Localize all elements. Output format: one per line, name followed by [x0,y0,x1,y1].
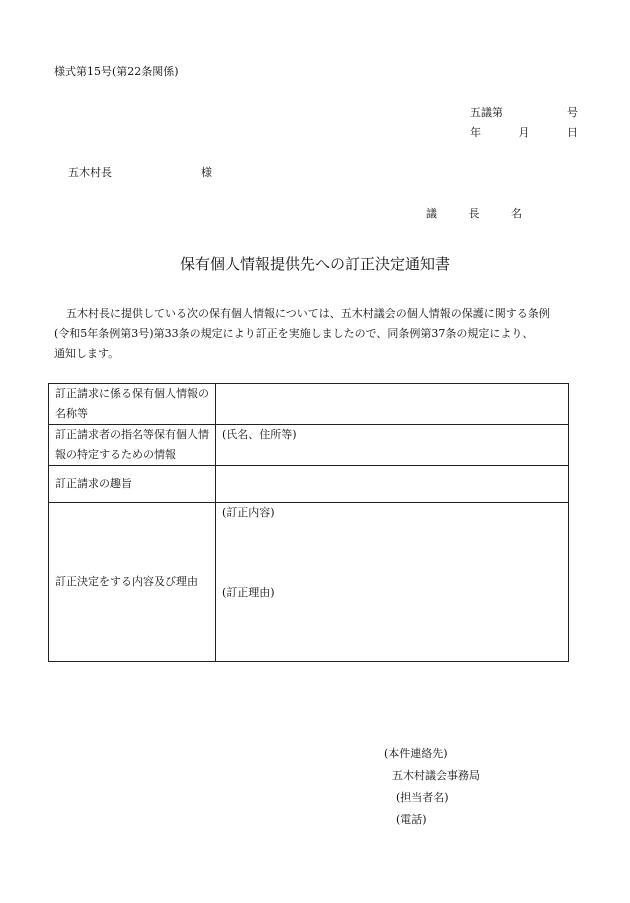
row4-label: 訂正決定をする内容及び理由 [49,503,216,662]
contact-phone: (電話) [396,813,427,826]
row4-content-label: (訂正内容) [222,506,275,519]
body-line-2: (令和5年条例第3号)第33条の規定により訂正を実施しましたので、同条例第37条の規定により、 [54,327,534,340]
addressee [68,167,212,178]
row4-value [216,503,569,662]
table-row [49,503,569,662]
form-label: 様式第15号(第22条関係) [54,65,179,78]
row2-value: (氏名、住所等) [216,425,569,466]
date-month: 月 [518,126,530,139]
sender-char-3: 名 [511,207,522,220]
row1-label: 訂正請求に係る保有個人情報の名称等 [49,384,216,425]
document-title: 保有個人情報提供先への訂正決定通知書 [179,255,450,273]
row2-label: 訂正請求者の指名等保有個人情報の特定するための情報 [49,425,216,466]
document-number [470,107,578,118]
sender-char-2: 長 [468,207,480,220]
table-row [49,425,569,466]
sender-name [426,208,522,219]
date-year: 年 [470,126,481,139]
contact-heading: (本件連絡先) [384,747,448,760]
row3-label: 訂正請求の趣旨 [49,466,216,503]
table-row [49,466,569,503]
addressee-honorific: 様 [201,166,212,179]
body-text [54,304,578,364]
contact-block [384,743,584,831]
contact-office: 五木村議会事務局 [392,769,480,782]
number-prefix: 五議第 [470,106,503,119]
row4-reason-label: (訂正理由) [222,586,275,599]
table-row [49,384,569,425]
info-table [48,383,569,662]
row3-value [216,466,569,503]
body-line-3: 通知します。 [54,347,120,360]
addressee-name: 五木村長 [68,166,112,179]
date-day: 日 [567,126,578,139]
sender-char-1: 議 [426,207,437,220]
document-date [470,127,578,138]
row1-value [216,384,569,425]
number-suffix: 号 [567,106,578,119]
contact-person: (担当者名) [396,791,449,804]
body-line-1: 五木村長に提供している次の保有個人情報については、五木村議会の個人情報の保護に関する条例 [66,307,550,320]
